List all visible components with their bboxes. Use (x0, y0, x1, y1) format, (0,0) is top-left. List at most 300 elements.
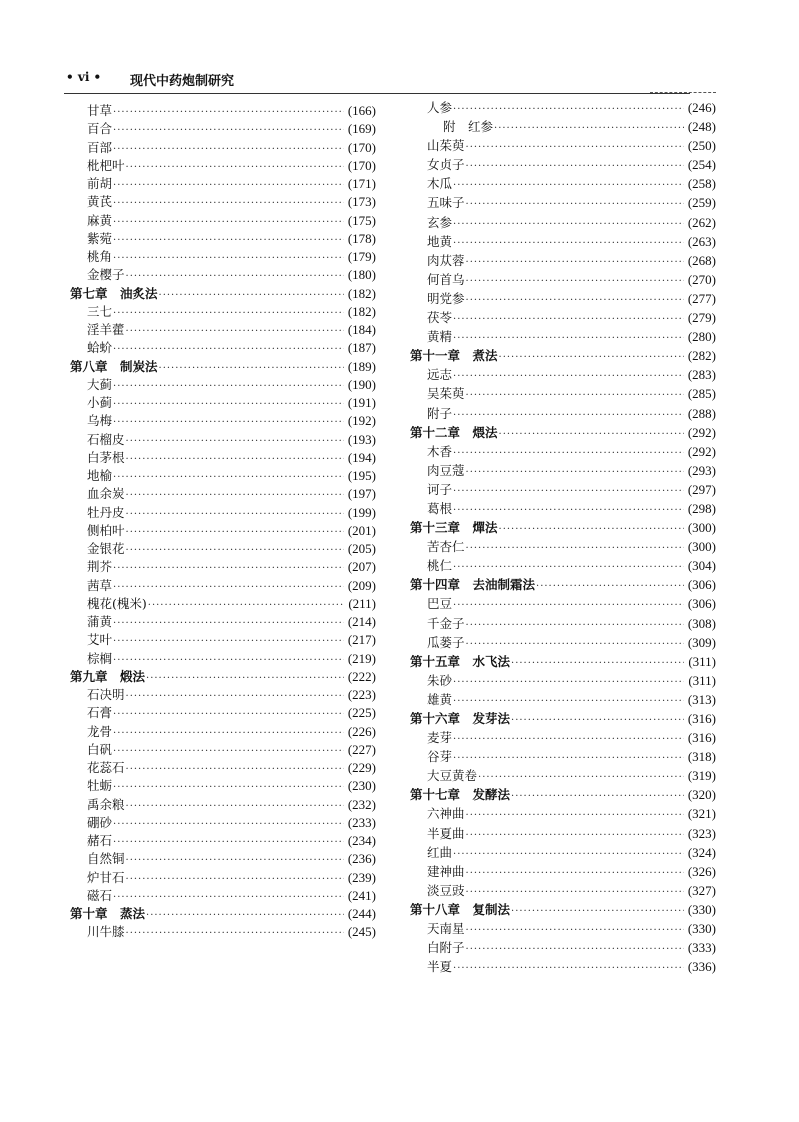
toc-left-column (70, 101, 376, 941)
dot-leader (453, 677, 684, 688)
entry-page-number: (263) (687, 233, 716, 249)
entry-page-number: (306) (687, 596, 716, 612)
entry-title: 第十二章 煨法 (410, 424, 498, 440)
entry-title: 半夏 (427, 959, 453, 975)
entry-title: 诃子 (427, 481, 453, 497)
dot-leader (113, 746, 344, 757)
dot-leader (113, 344, 344, 355)
dot-leader (466, 257, 684, 268)
entry-page-number: (227) (347, 741, 376, 757)
toc-entry (410, 537, 716, 556)
dot-leader (494, 123, 684, 134)
dot-leader (126, 162, 344, 173)
entry-title: 麻黄 (87, 212, 113, 228)
entry-page-number: (209) (347, 577, 376, 593)
header-rule-dashed (650, 92, 716, 93)
entry-page-number: (166) (347, 103, 376, 118)
entry-page-number: (199) (347, 504, 376, 520)
entry-page-number: (248) (687, 119, 716, 135)
toc-entry (70, 922, 376, 940)
dot-leader (146, 910, 344, 921)
dot-leader (511, 906, 684, 917)
toc-chapter-entry (410, 423, 716, 442)
entry-page-number: (297) (687, 481, 716, 497)
entry-page-number: (229) (347, 760, 376, 775)
entry-title: 硼砂 (87, 814, 113, 830)
entry-title: 牡丹皮 (87, 504, 125, 520)
entry-title: 川牛膝 (87, 924, 125, 940)
dot-leader (453, 600, 684, 611)
entry-page-number: (336) (687, 959, 716, 975)
dot-leader (113, 819, 344, 830)
entry-title: 桃仁 (427, 558, 453, 574)
entry-page-number: (225) (347, 705, 376, 721)
entry-title: 石决明 (87, 687, 125, 702)
dot-leader (113, 235, 344, 246)
entry-page-number: (245) (347, 924, 376, 940)
dot-leader (126, 801, 344, 812)
toc-entry (410, 499, 716, 518)
entry-page-number: (330) (687, 901, 716, 917)
entry-title: 白矾 (87, 741, 113, 757)
entry-page-number: (268) (687, 252, 716, 268)
toc-entry (70, 795, 376, 813)
toc-entry (70, 448, 376, 466)
entry-title: 第十三章 燀法 (410, 520, 498, 536)
entry-title: 第七章 油炙法 (70, 285, 158, 301)
toc-entry (70, 868, 376, 886)
toc-chapter-entry (410, 900, 716, 919)
toc-entry (70, 758, 376, 776)
dot-leader (453, 486, 684, 497)
entry-page-number: (189) (347, 358, 376, 374)
entry-page-number: (324) (687, 844, 716, 860)
dot-leader (511, 791, 684, 802)
toc-entry (410, 804, 716, 823)
entry-page-number: (258) (687, 176, 716, 192)
entry-title: 甘草 (87, 103, 113, 118)
toc-entry (70, 320, 376, 338)
dot-leader (159, 290, 344, 301)
toc-entry (410, 843, 716, 862)
dot-leader (113, 582, 344, 593)
entry-title: 苦杏仁 (427, 539, 465, 555)
entry-title: 第十六章 发芽法 (410, 711, 511, 726)
toc-entry (70, 831, 376, 849)
entry-page-number: (330) (687, 921, 716, 937)
entry-page-number: (192) (347, 413, 376, 429)
dot-leader (499, 524, 684, 535)
toc-entry (410, 270, 716, 289)
entry-title: 茜草 (87, 577, 113, 593)
entry-title: 百合 (87, 121, 113, 137)
entry-page-number: (293) (687, 462, 716, 478)
entry-title: 巴豆 (427, 596, 453, 612)
toc-entry (70, 557, 376, 575)
entry-title: 石榴皮 (87, 431, 125, 447)
toc-entry (70, 886, 376, 904)
dot-leader (126, 490, 344, 501)
entry-title: 枇杷叶 (87, 157, 125, 173)
entry-page-number: (318) (687, 749, 716, 765)
entry-page-number: (282) (687, 348, 716, 364)
toc-entry (70, 612, 376, 630)
entry-title: 吴茱萸 (427, 386, 465, 402)
entry-page-number: (244) (347, 906, 376, 921)
toc-entry (70, 740, 376, 758)
dot-leader (499, 429, 684, 440)
toc-entry (410, 365, 716, 384)
toc-entry (70, 849, 376, 867)
toc-entry (70, 174, 376, 192)
toc-entry (410, 384, 716, 403)
toc-entry (410, 766, 716, 785)
entry-title: 磁石 (87, 887, 113, 903)
entry-title: 第十七章 发酵法 (410, 787, 511, 803)
toc-entry (70, 539, 376, 557)
dot-leader (466, 543, 684, 554)
dot-leader (511, 658, 684, 669)
entry-page-number: (259) (687, 195, 716, 211)
toc-entry (410, 919, 716, 938)
entry-title: 第十一章 煮法 (410, 348, 498, 364)
entry-title: 自然铜 (87, 851, 125, 867)
dot-leader (126, 454, 344, 465)
dot-leader (466, 390, 684, 401)
toc-entry (70, 703, 376, 721)
dot-leader (113, 308, 344, 319)
entry-page-number: (250) (687, 138, 716, 154)
toc-entry (70, 466, 376, 484)
entry-page-number: (300) (687, 520, 716, 536)
dot-leader (113, 217, 344, 228)
entry-title: 淡豆豉 (427, 882, 465, 898)
entry-page-number: (288) (687, 405, 716, 421)
entry-page-number: (187) (347, 340, 376, 356)
entry-page-number: (219) (347, 650, 376, 666)
dot-leader (113, 253, 344, 264)
dot-leader (453, 333, 684, 344)
toc-entry (70, 521, 376, 539)
entry-title: 红曲 (427, 844, 453, 860)
entry-title: 蛤蚧 (87, 340, 113, 356)
toc-entry (70, 411, 376, 429)
toc-entry (410, 938, 716, 957)
book-title: 现代中药炮制研究 (130, 74, 235, 89)
entry-page-number: (195) (347, 468, 376, 483)
entry-title: 禹余粮 (87, 796, 125, 812)
toc-entry (70, 685, 376, 703)
toc-chapter-entry (410, 652, 716, 671)
entry-page-number: (279) (687, 310, 716, 326)
dot-leader (453, 849, 684, 860)
dot-leader (466, 276, 684, 287)
dot-leader (126, 527, 344, 538)
entry-page-number: (170) (347, 139, 376, 155)
entry-page-number: (175) (347, 212, 376, 228)
entry-page-number: (304) (687, 558, 716, 574)
dot-leader (453, 753, 684, 764)
entry-page-number: (313) (687, 691, 716, 707)
dot-leader (159, 363, 344, 374)
entry-title: 第十五章 水飞法 (410, 653, 511, 669)
entry-title: 桃角 (87, 249, 113, 264)
dot-leader (113, 417, 344, 428)
dot-leader (113, 472, 344, 483)
entry-page-number: (173) (347, 194, 376, 210)
entry-page-number: (205) (347, 541, 376, 556)
entry-page-number: (182) (347, 285, 376, 301)
dot-leader (453, 963, 684, 974)
entry-title: 何首乌 (427, 271, 465, 287)
toc-entry (70, 430, 376, 448)
entry-title: 木瓜 (427, 176, 453, 192)
entry-page-number: (319) (687, 768, 716, 784)
entry-page-number: (323) (687, 825, 716, 841)
entry-title: 第十章 蒸法 (70, 906, 146, 921)
header-rule (64, 93, 690, 94)
dot-leader (126, 764, 344, 775)
toc-entry (410, 594, 716, 613)
toc-entry (70, 101, 376, 119)
dot-leader (466, 142, 684, 153)
toc-entry (70, 156, 376, 174)
dot-leader (466, 467, 684, 478)
dot-leader (453, 314, 684, 325)
entry-title: 蒲黄 (87, 614, 113, 629)
entry-page-number: (246) (687, 100, 716, 115)
dot-leader (478, 772, 684, 783)
entry-page-number: (308) (687, 615, 716, 631)
dot-leader (126, 271, 344, 282)
dot-leader (466, 810, 684, 821)
dot-leader (466, 925, 684, 936)
dot-leader (453, 371, 684, 382)
dot-leader (126, 326, 344, 337)
entry-title: 附子 (427, 405, 453, 421)
entry-title: 建神曲 (427, 863, 465, 879)
dot-leader (113, 782, 344, 793)
entry-page-number: (171) (347, 176, 376, 191)
entry-title: 龙骨 (87, 723, 113, 739)
toc-entry (70, 722, 376, 740)
dot-leader (453, 448, 684, 459)
dot-leader (126, 436, 344, 447)
toc-chapter-entry (410, 785, 716, 804)
dot-leader (453, 562, 684, 573)
entry-title: 艾叶 (87, 632, 113, 648)
toc-entry (70, 302, 376, 320)
entry-page-number: (182) (347, 303, 376, 319)
entry-page-number: (222) (347, 668, 376, 684)
entry-page-number: (270) (687, 271, 716, 287)
page-number: • vi • (66, 70, 102, 84)
entry-title: 地榆 (87, 468, 113, 483)
dot-leader (113, 107, 344, 118)
entry-page-number: (280) (687, 329, 716, 345)
toc-entry (70, 813, 376, 831)
entry-title: 乌梅 (87, 413, 113, 429)
entry-page-number: (316) (687, 711, 716, 726)
entry-page-number: (191) (347, 395, 376, 410)
toc-entry (410, 155, 716, 174)
toc-entry (70, 594, 376, 612)
entry-page-number: (201) (347, 522, 376, 538)
dot-leader (113, 728, 344, 739)
entry-page-number: (239) (347, 869, 376, 885)
toc-chapter-entry (410, 575, 716, 594)
entry-page-number: (178) (347, 230, 376, 246)
entry-title: 百部 (87, 139, 113, 155)
entry-page-number: (327) (687, 882, 716, 898)
dot-leader (113, 618, 344, 629)
toc-chapter-entry (410, 346, 716, 365)
entry-title: 玄参 (427, 214, 453, 230)
entry-page-number: (277) (687, 290, 716, 306)
toc-entry (410, 881, 716, 900)
toc-entry (70, 576, 376, 594)
entry-title: 前胡 (87, 176, 113, 191)
dot-leader (466, 944, 684, 955)
entry-title: 半夏曲 (427, 825, 465, 841)
toc-entry (410, 690, 716, 709)
entry-page-number: (170) (347, 157, 376, 173)
dot-leader (536, 581, 684, 592)
toc-entry (70, 229, 376, 247)
entry-page-number: (233) (347, 814, 376, 830)
toc-entry (410, 824, 716, 843)
dot-leader (453, 219, 684, 230)
entry-page-number: (190) (347, 376, 376, 392)
entry-title: 五味子 (427, 195, 465, 211)
entry-title: 六神曲 (427, 806, 465, 822)
entry-title: 黄精 (427, 329, 453, 345)
entry-title: 麦芽 (427, 730, 453, 746)
toc-entry (410, 136, 716, 155)
entry-title: 花蕊石 (87, 760, 125, 775)
dot-leader (453, 734, 684, 745)
entry-title: 黄芪 (87, 194, 113, 210)
dot-leader (148, 600, 345, 611)
toc-entry (410, 98, 716, 117)
dot-leader (511, 715, 684, 726)
toc-entry (410, 614, 716, 633)
entry-title: 棕榈 (87, 650, 113, 666)
dot-leader (466, 295, 684, 306)
toc-entry (70, 138, 376, 156)
dot-leader (466, 887, 684, 898)
entry-page-number: (254) (687, 157, 716, 173)
entry-title: 肉苁蓉 (427, 252, 465, 268)
entry-title: 牡蛎 (87, 778, 113, 794)
toc-entry (410, 556, 716, 575)
dot-leader (113, 709, 344, 720)
entry-page-number: (179) (347, 249, 376, 264)
entry-title: 葛根 (427, 500, 453, 516)
toc-entry (410, 461, 716, 480)
toc-entry (410, 442, 716, 461)
entry-page-number: (193) (347, 431, 376, 447)
entry-title: 白附子 (427, 940, 465, 956)
dot-leader (126, 855, 344, 866)
toc-chapter-entry (410, 518, 716, 537)
entry-title: 金银花 (87, 541, 125, 556)
toc-chapter-entry (70, 284, 376, 302)
dot-leader (466, 620, 684, 631)
toc-entry (70, 211, 376, 229)
toc-chapter-entry (70, 357, 376, 375)
dot-leader (466, 199, 684, 210)
entry-title: 肉豆蔻 (427, 462, 465, 478)
entry-page-number: (311) (688, 672, 716, 688)
dot-leader (113, 399, 344, 410)
entry-page-number: (217) (347, 632, 376, 648)
entry-page-number: (300) (687, 539, 716, 555)
entry-page-number: (316) (687, 730, 716, 746)
toc-entry (410, 289, 716, 308)
entry-page-number: (232) (347, 796, 376, 812)
entry-title: 第十八章 复制法 (410, 901, 511, 917)
entry-title: 地黄 (427, 233, 453, 249)
toc-entry (410, 213, 716, 232)
toc-entry (410, 862, 716, 881)
entry-page-number: (211) (348, 595, 376, 611)
entry-page-number: (298) (687, 500, 716, 516)
entry-title: 木香 (427, 443, 453, 459)
entry-title: 谷芽 (427, 749, 453, 765)
toc-entry (410, 174, 716, 193)
entry-title: 紫菀 (87, 230, 113, 246)
dot-leader (453, 410, 684, 421)
toc-right-column (410, 98, 716, 976)
entry-title: 瓜蒌子 (427, 634, 465, 650)
toc-entry (70, 776, 376, 794)
dot-leader (126, 545, 344, 556)
entry-title: 千金子 (427, 615, 465, 631)
entry-page-number: (223) (347, 687, 376, 702)
dot-leader (113, 636, 344, 647)
entry-title: 赭石 (87, 833, 113, 848)
entry-title: 明党参 (427, 290, 465, 306)
dot-leader (113, 563, 344, 574)
toc-entry (410, 327, 716, 346)
entry-title: 大蓟 (87, 376, 113, 392)
toc-entry (70, 630, 376, 648)
entry-page-number: (241) (347, 887, 376, 903)
toc-entry (410, 308, 716, 327)
dot-leader (126, 928, 344, 939)
entry-title: 茯苓 (427, 310, 453, 326)
toc-entry (70, 192, 376, 210)
entry-page-number: (236) (347, 851, 376, 867)
entry-page-number: (321) (687, 806, 716, 822)
entry-title: 白茅根 (87, 449, 125, 465)
toc-entry (70, 503, 376, 521)
entry-page-number: (285) (687, 386, 716, 402)
entry-page-number: (230) (347, 778, 376, 794)
toc-entry (410, 957, 716, 976)
toc-entry (410, 728, 716, 747)
toc-entry (70, 484, 376, 502)
dot-leader (126, 509, 344, 520)
entry-title: 炉甘石 (87, 869, 125, 885)
entry-title: 小蓟 (87, 395, 113, 410)
dot-leader (113, 381, 344, 392)
entry-page-number: (226) (347, 723, 376, 739)
entry-title: 石膏 (87, 705, 113, 721)
dot-leader (453, 104, 684, 115)
toc-entry (410, 633, 716, 652)
